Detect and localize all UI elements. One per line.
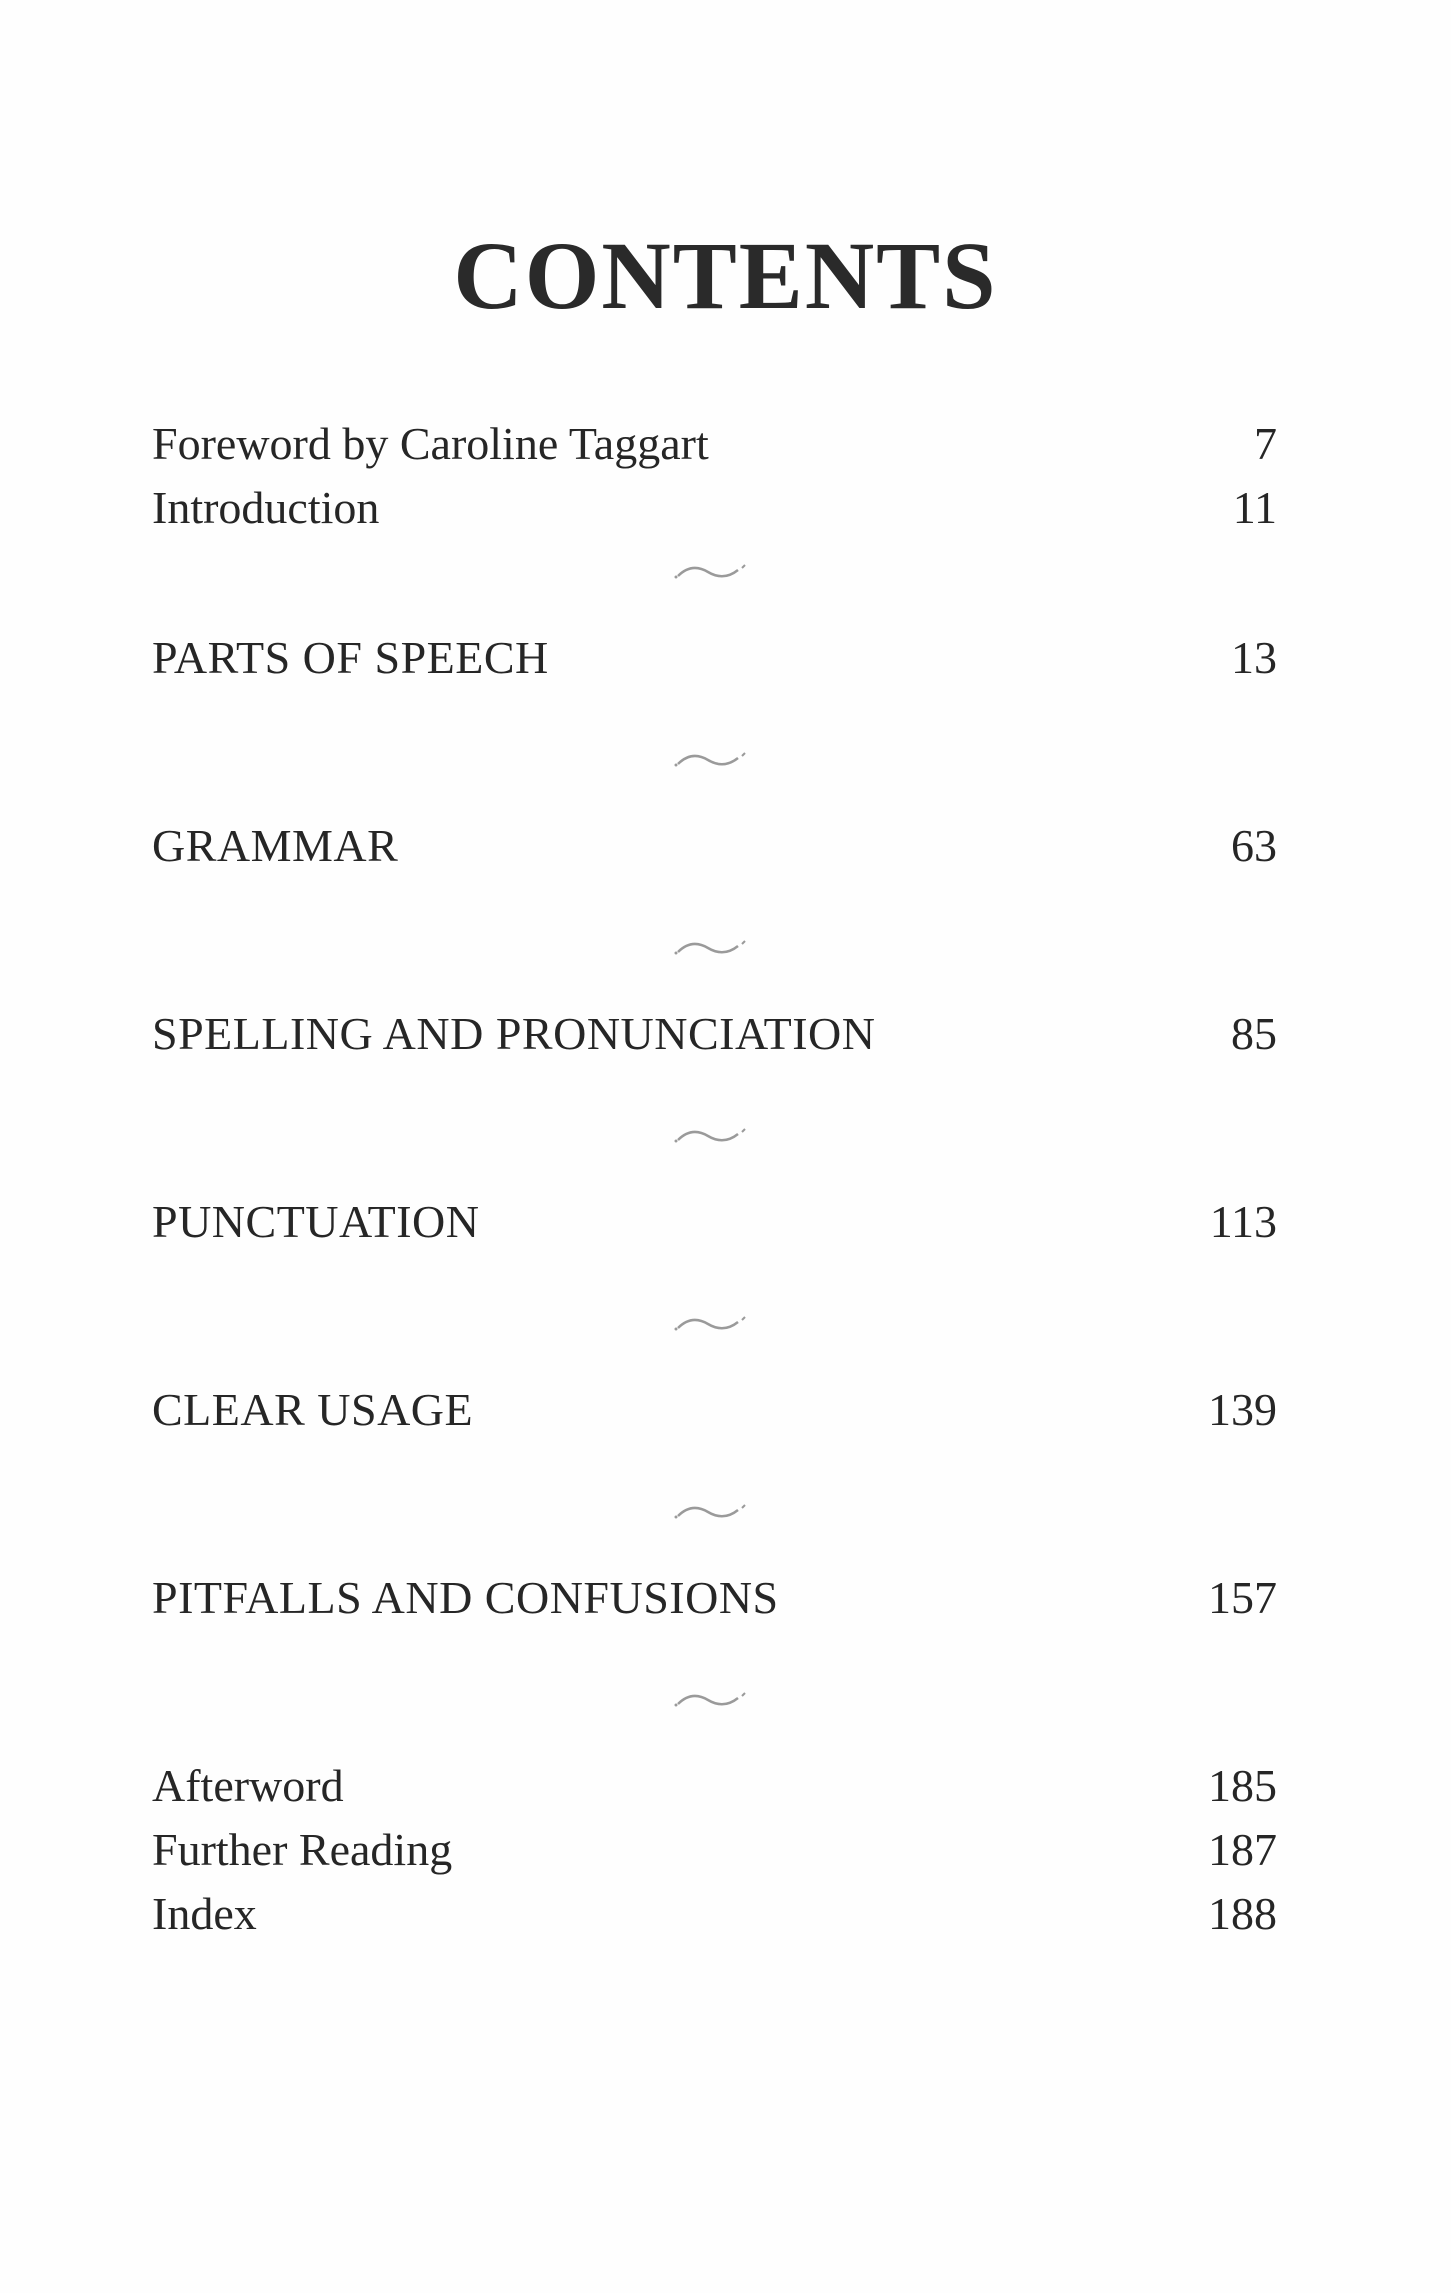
toc-entry-label: PITFALLS AND CONFUSIONS [152, 1572, 779, 1623]
toc-entry-label: Introduction [152, 482, 380, 533]
toc-entry-introduction[interactable] [152, 478, 1277, 538]
toc-entry-label: SPELLING AND PRONUNCIATION [152, 1008, 876, 1059]
toc-entry-page: 187 [1208, 1824, 1277, 1875]
toc-entry-index[interactable] [152, 1884, 1277, 1944]
tilde-ornament-icon [672, 1502, 752, 1522]
toc-entry-page: 185 [1208, 1760, 1277, 1811]
toc-entry-page: 13 [1231, 632, 1277, 683]
toc-entry-grammar[interactable] [152, 816, 1277, 876]
toc-entry-page: 157 [1208, 1572, 1277, 1623]
toc-entry-spelling-and-pronunciation[interactable] [152, 1004, 1277, 1064]
tilde-ornament-icon [672, 750, 752, 770]
tilde-ornament-icon [672, 938, 752, 958]
tilde-ornament-icon [672, 562, 752, 582]
toc-entry-label: Index [152, 1888, 257, 1939]
toc-entry-label: GRAMMAR [152, 820, 399, 871]
toc-entry-further-reading[interactable] [152, 1820, 1277, 1880]
tilde-ornament-icon [672, 1314, 752, 1334]
toc-entry-foreword[interactable] [152, 414, 1277, 474]
toc-entry-page: 113 [1209, 1196, 1277, 1247]
toc-entry-parts-of-speech[interactable] [152, 628, 1277, 688]
toc-entry-label: PARTS OF SPEECH [152, 632, 549, 683]
toc-entry-label: Foreword by Caroline Taggart [152, 418, 709, 469]
page-title: CONTENTS [453, 222, 998, 329]
toc-entry-clear-usage[interactable] [152, 1380, 1277, 1440]
toc-entry-page: 7 [1254, 418, 1277, 469]
toc-entry-afterword[interactable] [152, 1756, 1277, 1816]
toc-entry-pitfalls-and-confusions[interactable] [152, 1568, 1277, 1628]
toc-entry-label: CLEAR USAGE [152, 1384, 474, 1435]
toc-entry-label: PUNCTUATION [152, 1196, 480, 1247]
tilde-ornament-icon [672, 1690, 752, 1710]
toc-entry-page: 188 [1208, 1888, 1277, 1939]
toc-entry-page: 139 [1208, 1384, 1277, 1435]
toc-entry-label: Afterword [152, 1760, 344, 1811]
toc-entry-punctuation[interactable] [152, 1192, 1277, 1252]
toc-entry-page: 11 [1232, 482, 1277, 533]
toc-entry-label: Further Reading [152, 1824, 453, 1875]
toc-entry-page: 85 [1231, 1008, 1277, 1059]
tilde-ornament-icon [672, 1126, 752, 1146]
toc-entry-page: 63 [1231, 820, 1277, 871]
